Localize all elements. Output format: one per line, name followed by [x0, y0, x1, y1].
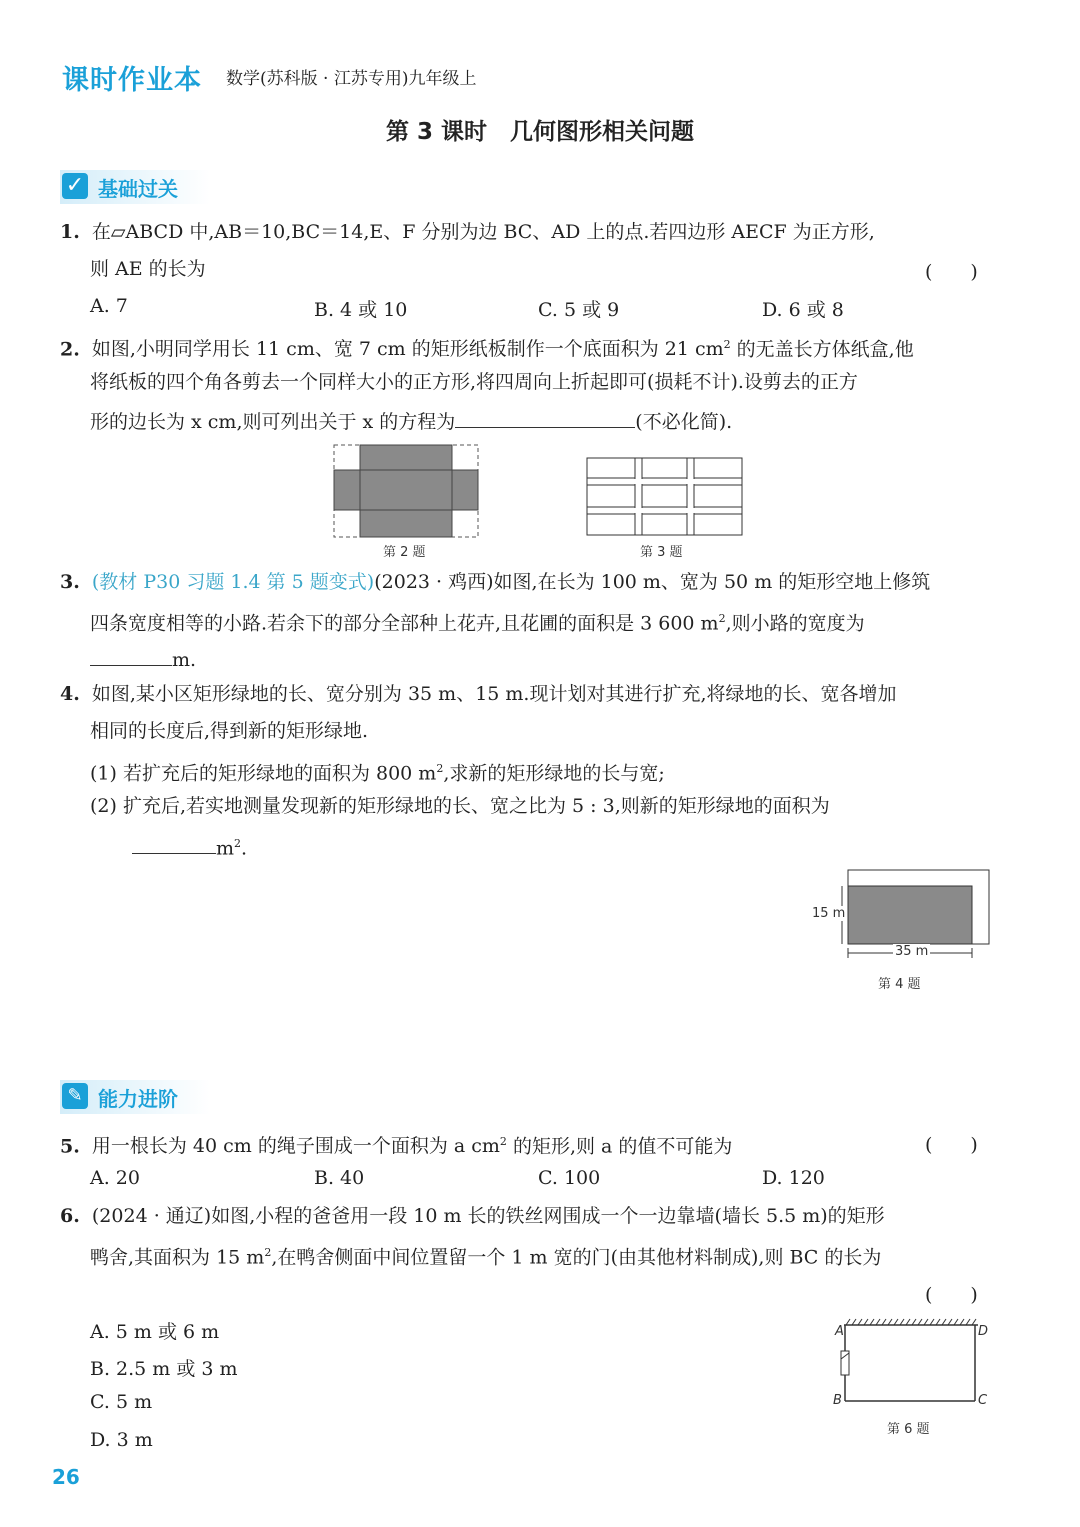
fig6-label-c: C: [978, 1393, 988, 1408]
q3-unit: m.: [172, 649, 197, 671]
fig3-caption: 第 3 题: [640, 545, 683, 560]
fig3-road-clear-h1: [588, 479, 741, 484]
q5-option-d: D. 120: [762, 1167, 825, 1189]
q5-option-c: C. 100: [538, 1167, 601, 1189]
fig3-field: [587, 458, 742, 535]
q3-text2a: 四条宽度相等的小路.若余下的部分全部种上花卉,且花圃的面积是 3 600 m: [90, 612, 719, 635]
q1-option-a: A. 7: [90, 295, 128, 317]
pencil-icon: ✎: [62, 1083, 88, 1109]
q6-option-c: C. 5 m: [90, 1391, 153, 1413]
q3-line1: [60, 570, 930, 594]
q3-line3: [90, 645, 196, 672]
q5-sup: 2: [499, 1135, 507, 1148]
checkbox-icon: ✓: [62, 173, 88, 199]
q2-number: 2.: [60, 338, 80, 361]
q5-option-b: B. 40: [314, 1167, 365, 1189]
q4-unit: m: [216, 837, 235, 860]
q4-answer-blank[interactable]: [132, 833, 216, 854]
q5-answer-paren: ( ): [925, 1134, 978, 1156]
figure-3: [585, 456, 745, 538]
fig2-caption: 第 2 题: [383, 545, 426, 560]
fig4-original-lawn: [848, 886, 972, 944]
q6-option-d: D. 3 m: [90, 1429, 153, 1451]
q3-text1: (2023 · 鸡西)如图,在长为 100 m、宽为 50 m 的矩形空地上修筑: [374, 571, 931, 593]
q4-part1a: (1) 若扩充后的矩形绿地的面积为 800 m: [90, 762, 437, 785]
fig4-length-label: 35 m: [895, 944, 929, 959]
header-subtitle: 数学(苏科版 · 江苏专用)九年级上: [226, 69, 477, 89]
q1-number: 1.: [60, 221, 80, 243]
q6-answer-paren: ( ): [925, 1284, 978, 1306]
q3-text2b: ,则小路的宽度为: [725, 612, 865, 635]
q5-text1a: 用一根长为 40 cm 的绳子围成一个面积为 a cm: [91, 1135, 500, 1158]
q3-answer-blank[interactable]: [90, 645, 172, 666]
fig4-width-label: 15 m: [812, 906, 846, 921]
q4-number: 4.: [60, 683, 80, 705]
q5-text1b: 的矩形,则 a 的值不可能为: [506, 1135, 733, 1158]
q2-sup: 2: [723, 338, 731, 351]
q4-part1: [90, 757, 665, 785]
fig6-label-a: A: [835, 1324, 844, 1339]
q2-text3b: (不必化简).: [635, 411, 733, 433]
fig6-wall-hatch: [846, 1319, 976, 1325]
q4-part2: (2) 扩充后,若实地测量发现新的矩形绿地的长、宽之比为 5 : 3,则新的矩形绿地的面积为: [90, 795, 830, 817]
q4-sup1: 2: [436, 762, 444, 775]
q3-line2: [90, 607, 865, 635]
q6-text2b: ,在鸭舍侧面中间位置留一个 1 m 宽的门(由其他材料制成),则 BC 的长为: [271, 1246, 882, 1269]
q5-option-a: A. 20: [90, 1167, 140, 1189]
q4-line2: 相同的长度后,得到新的矩形绿地.: [90, 720, 369, 742]
q2-text3a: 形的边长为 x cm,则可列出关于 x 的方程为: [90, 411, 456, 433]
q3-sup: 2: [718, 612, 726, 625]
q3-source: (教材 P30 习题 1.4 第 5 题变式): [91, 571, 375, 593]
q2-line1: [60, 333, 914, 361]
q1-option-d: D. 6 或 8: [762, 299, 844, 321]
q6-number: 6.: [60, 1205, 80, 1227]
section-title-basic: 基础过关: [98, 177, 178, 201]
header-logo: 课时作业本: [62, 65, 202, 96]
q1-line1: [60, 220, 875, 244]
q4-end: .: [241, 837, 248, 860]
q3-number: 3.: [60, 571, 80, 593]
q6-sup: 2: [264, 1246, 272, 1259]
section-title-advanced: 能力进阶: [98, 1087, 178, 1111]
figure-2: [330, 443, 485, 540]
q1-option-b: B. 4 或 10: [314, 299, 408, 321]
q4-sup2: 2: [234, 837, 242, 850]
fig6-label-b: B: [833, 1393, 842, 1408]
q4-part1b: ,求新的矩形绿地的长与宽;: [443, 762, 665, 785]
section-header-basic: [60, 170, 210, 204]
fig6-caption: 第 6 题: [887, 1422, 930, 1437]
fig2-base: [360, 470, 452, 510]
q2-text1a: 如图,小明同学用长 11 cm、宽 7 cm 的矩形纸板制作一个底面积为 21 cm: [91, 338, 724, 361]
fig6-door: [841, 1351, 849, 1375]
q6-option-b: B. 2.5 m 或 3 m: [90, 1358, 238, 1380]
fig3-road-clear-v1: [636, 459, 641, 534]
q6-text1: (2024 · 通辽)如图,小程的爸爸用一段 10 m 长的铁丝网围成一个一边靠墙(墙长 5.5 m)的矩形: [91, 1205, 885, 1227]
q1-line2: 则 AE 的长为: [90, 258, 206, 280]
q2-line2: 将纸板的四个角各剪去一个同样大小的正方形,将四周向上折起即可(损耗不计).设剪去的正方: [90, 371, 858, 393]
q6-line2: [90, 1241, 881, 1269]
fig4-caption: 第 4 题: [878, 977, 921, 992]
q2-line3: [90, 407, 732, 434]
q6-line1: [60, 1204, 885, 1228]
page-number: 26: [52, 1465, 80, 1489]
q5-line1: [60, 1130, 732, 1158]
q1-text1: 在▱ABCD 中,AB＝10,BC＝14,E、F 分别为边 BC、AD 上的点.若四边形 AECF 为正方形,: [91, 221, 875, 243]
q5-number: 5.: [60, 1135, 80, 1158]
fig6-label-d: D: [978, 1324, 989, 1339]
section-header-advanced: [60, 1080, 210, 1114]
lesson-title: 第 3 课时 几何图形相关问题: [385, 119, 695, 145]
q1-answer-paren: ( ): [925, 261, 978, 283]
q4-part2-answer: [132, 832, 247, 860]
q2-answer-blank[interactable]: [455, 407, 635, 428]
q6-text2a: 鸭舍,其面积为 15 m: [90, 1246, 265, 1269]
fig3-road-clear-h2: [588, 508, 741, 513]
q2-text1b: 的无盖长方体纸盒,他: [730, 338, 914, 361]
figure-6: [830, 1315, 990, 1410]
q1-option-c: C. 5 或 9: [538, 299, 620, 321]
fig3-road-clear-v2: [688, 459, 693, 534]
q4-line1: [60, 682, 897, 706]
q6-option-a: A. 5 m 或 6 m: [90, 1321, 220, 1343]
q4-text1: 如图,某小区矩形绿地的长、宽分别为 35 m、15 m.现计划对其进行扩充,将绿地的长、宽各增加: [91, 683, 897, 705]
